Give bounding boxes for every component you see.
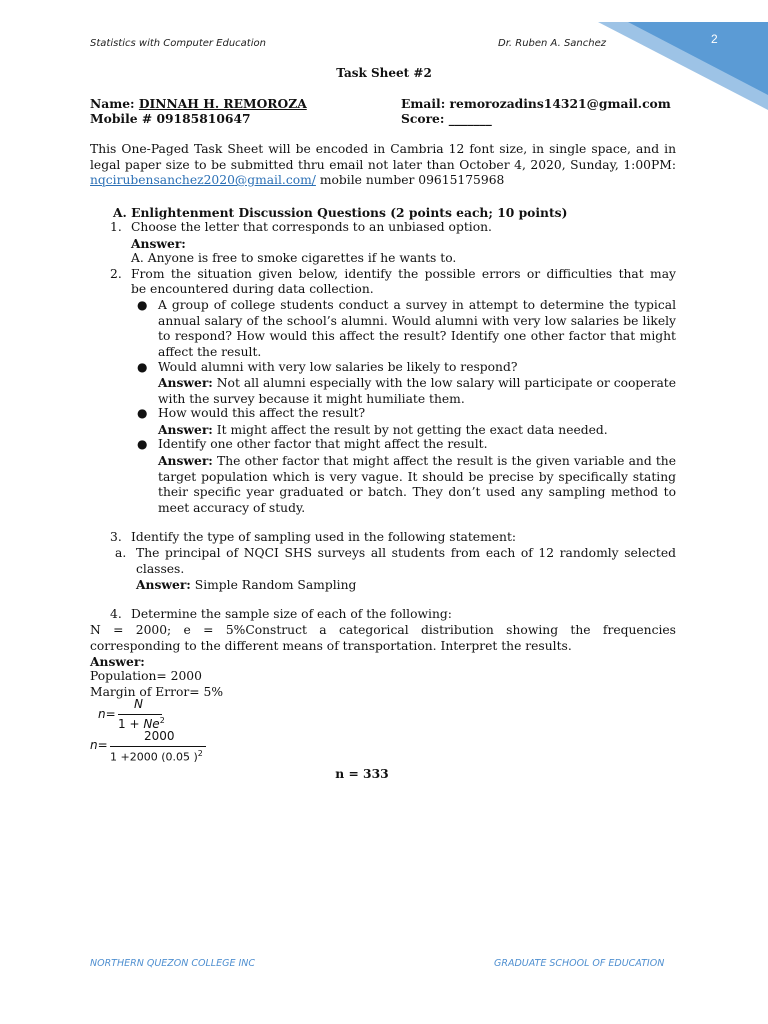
footer-institution: NORTHERN QUEZON COLLEGE INC <box>90 958 256 969</box>
q3-sub-text: The principal of NQCI SHS surveys all students from each of 12 randomly selected classes. <box>136 546 676 576</box>
footer-school: GRADUATE SCHOOL OF EDUCATION <box>494 958 665 969</box>
page-number: 2 <box>711 32 718 46</box>
q2-bullet-4-answer <box>158 453 676 516</box>
q3-sub-letter: a. <box>115 546 127 560</box>
formula2-denominator <box>110 749 203 764</box>
formula1-fraction-bar <box>118 714 162 715</box>
q4-body: N = 2000; e = 5%Construct a categorical distribution showing the frequencies corresponding to the different means of transportation. Interpret the results. <box>90 623 676 653</box>
formula1-lhs: n= <box>98 707 116 721</box>
formula2-fraction-bar <box>110 746 206 747</box>
answer-text: It might affect the result by not getting the exact data needed. <box>216 423 608 437</box>
q2-number: 2. <box>110 267 122 281</box>
answer-text: The other factor that might affect the result is the given variable and the target population which is very vague. It should be precise by specifically stating their specific year graduated or batch. They don’t used any sampling method to meet accuracy of study. <box>158 454 676 515</box>
answer-text: Simple Random Sampling <box>194 578 357 592</box>
q3-text: Identify the type of sampling used in the following statement: <box>131 530 517 544</box>
q1-text: Choose the letter that corresponds to an unbiased option. <box>131 220 492 234</box>
formula2-numerator: 2000 <box>144 729 175 743</box>
bullet-dot: ● <box>137 437 148 451</box>
mobile-line: Mobile # 09185810647 <box>90 111 251 126</box>
header-instructor: Dr. Ruben A. Sanchez <box>498 38 606 49</box>
q4-number: 4. <box>110 607 122 621</box>
name-label: Name: <box>90 96 135 111</box>
q3-number: 3. <box>110 530 122 544</box>
q2-bullet-2-answer <box>158 375 676 407</box>
q1-answer: A. Anyone is free to smoke cigarettes if he wants to. <box>131 251 457 265</box>
section-a-heading: A. Enlightenment Discussion Questions (2 points each; 10 points) <box>113 205 568 220</box>
q2-bullet-4: Identify one other factor that might affect the result. <box>158 437 488 451</box>
header-course-title: Statistics with Computer Education <box>90 38 266 49</box>
population-line: Population= 2000 <box>90 669 202 683</box>
intro-paragraph <box>90 142 676 189</box>
answer-text: Not all alumni especially with the low salary will participate or cooperate with the survey because it might humiliate them. <box>158 376 676 406</box>
email-link[interactable]: nqcirubensanchez2020@gmail.com/ <box>90 173 316 187</box>
q2-text-line1: From the situation given below, identify the possible errors or difficulties that may <box>131 267 676 281</box>
q2-bullet-2: Would alumni with very low salaries be likely to respond? <box>158 360 518 374</box>
bullet-dot: ● <box>137 406 148 420</box>
answer-label: Answer: <box>158 453 213 468</box>
answer-label: Answer: <box>158 375 213 390</box>
answer-label: Answer: <box>136 577 191 592</box>
header-corner-decoration <box>598 0 768 110</box>
answer-label: Answer: <box>158 422 213 437</box>
q1-number: 1. <box>110 220 122 234</box>
formula2-lhs: n= <box>90 738 108 752</box>
q4-text: Determine the sample size of each of the following: <box>131 607 452 621</box>
formula1-den-var: Ne <box>143 717 160 731</box>
intro-tail: mobile number 09615175968 <box>319 173 505 187</box>
q2-text-line2: be encountered during data collection. <box>131 282 374 296</box>
email-line: Email: remorozadins14321@gmail.com <box>401 96 671 111</box>
intro-text: This One-Paged Task Sheet will be encoded in Cambria 12 font size, in single space, and in legal paper size to be submitted thru email not later than October 4, 2020, Sunday, 1:00PM: <box>90 142 676 172</box>
sample-size-result: n = 333 <box>335 766 389 781</box>
q3-answer <box>136 577 676 594</box>
formula2-den: 1 +2000 (0.05 ) <box>110 750 198 764</box>
q1-answer-label: Answer: <box>131 236 186 251</box>
score-line: Score: _______ <box>401 111 492 126</box>
bullet-dot: ● <box>137 298 148 312</box>
margin-of-error-line: Margin of Error= 5% <box>90 685 224 699</box>
formula1-den-exp: 2 <box>159 716 165 725</box>
bullet-dot: ● <box>137 360 148 374</box>
q2-bullet-1: A group of college students conduct a survey in attempt to determine the typical annual salary of the school’s alumni. Would alumni with very low salaries be likely to respond? How would this affect the result? Identify one other factor that might affect the result. <box>158 298 676 359</box>
name-value: DINNAH H. REMOROZA <box>138 96 307 111</box>
q4-answer-label: Answer: <box>90 654 145 669</box>
formula1-den-prefix: 1 + <box>118 717 144 731</box>
page-title: Task Sheet #2 <box>336 66 432 80</box>
name-line <box>90 96 307 111</box>
formula2-den-exp: 2 <box>197 749 203 758</box>
formula1-numerator: N <box>134 697 143 711</box>
q2-bullet-3: How would this affect the result? <box>158 406 366 420</box>
